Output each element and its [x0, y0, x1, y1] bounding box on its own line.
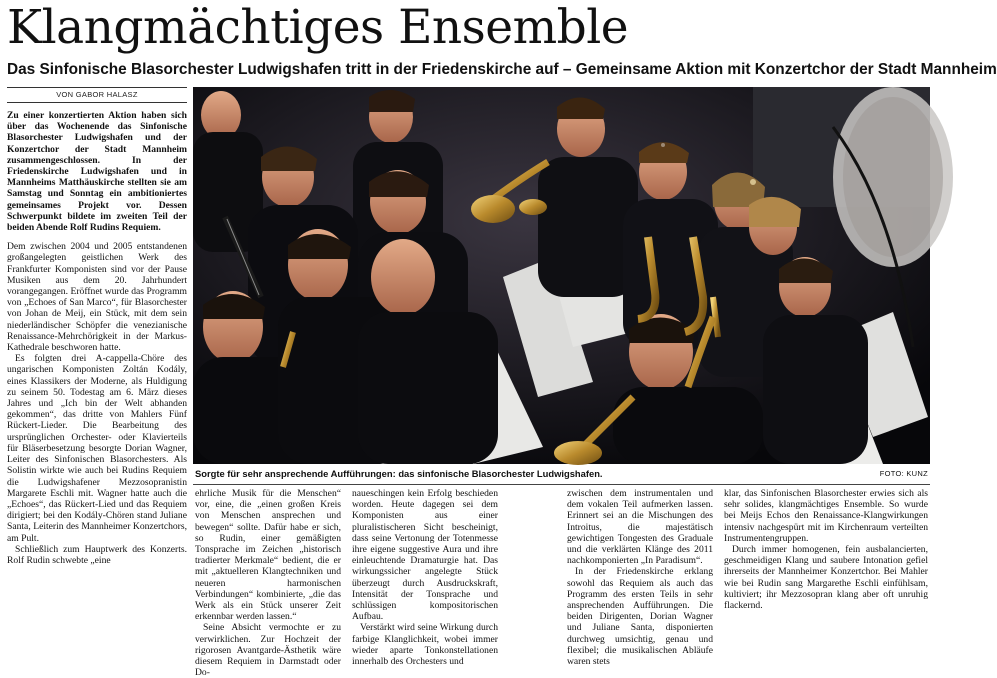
article-column-4: [567, 488, 713, 672]
paragraph: In der Friedenskirche erklang sowohl das Requiem als auch das Programm des ersten Teils in sehr ansprechenden Aufführungen. Die beiden Dirigenten, Dorian Wagner und Juliane Santa, disponierten durchweg umsichtig, genau und flexibel; die musikalischen Abläufe waren stets: [567, 566, 713, 668]
paragraph: Dem zwischen 2004 und 2005 entstandenen großangelegten geistlichen Werk des Frankfurter Komponisten sind vor der Pause Musiken aus dem 20. Jahrhundert vorangegangen. Eröffnet wurde das Programm von „Echoes of San Marco“, für Blasorchester von Johan de Meij, ein Stück, mit dem sein niederländischer Schöpfer die venezianische Renaissance-Mehrchörigkeit in der Markus-Kathedrale beschworen hatte.: [7, 241, 187, 354]
paragraph: Es folgten drei A-cappella-Chöre des ungarischen Komponisten Zoltán Kodály, eines Klassikers der Moderne, als Huldigung zu seinem 50. Todestag am 6. März dieses Jahres und „Ich bin der Welt abhanden gekommen“, das dritte von Mahlers Fünf Rückert-Lieder. Die Bearbeitung des ursprünglichen Orchester- oder Klavierteils für Bläserbesetzung besorgte Dorian Wagner, Leiter des Sinfonischen Blasorchesters. Als Solistin wirkte wie auch bei Rudins Requiem die Ludwigshafener Mezzosopranistin Margarete Eschli mit. Wagner hatte auch die „Echoes“, das Rückert-Lied und das Requiem dirigiert; bei den Kodály-Chören stand Juliane Santa, Leiterin des Mannheimer Konzertchors, am Pult.: [7, 353, 187, 544]
paragraph: klar, das Sinfonischen Blasorchester erwies sich als sehr solides, klangmächtiges Ensemble. So wurde bei Meijs Echos den Renaissance-Klangwirkungen intensiv nachgespürt mit im Kirchenraum verteilten Instrumentengruppen.: [724, 488, 928, 544]
paragraph: naueschingen kein Erfolg beschieden worden. Heute dagegen sei dem Komponisten aus einer pluralistischeren Sicht bescheinigt, dass seine Vertonung der Totenmesse ihre eigene suggestive Aura und ihre einleuchtende Dramaturgie hat. Das wirkungssicher angelegte Stück überzeugt durch Ausdruckskraft, Intensität der Tonsprache und schlüssigen kompositorischen Aufbau.: [352, 488, 498, 623]
photo-caption: Sorgte für sehr ansprechende Aufführungen: das sinfonische Blasorchester Ludwigshafen.: [195, 468, 603, 479]
article-column-5: [724, 488, 928, 672]
article-column-2: [195, 488, 341, 678]
byline: VON GABOR HALASZ: [56, 90, 138, 99]
paragraph: ehrliche Musik für die Menschen“ vor, eine, die „einen großen Kreis von Menschen ansprechen und bewegen“ sollte. Dafür habe er sich, so Rudin, einer gemäßigten Tonsprache im Zeichen „historisch tradierter Merkmale“ bedient, die er mit „aktuelleren Klangtechniken und neueren harmonischen Verbindungen“ kombinierte, „die das Werk als ein Stück unserer Zeit erkennbar werden lassen.“: [195, 488, 341, 623]
orchestra-photo-illustration: [193, 87, 930, 464]
photo-credit: FOTO: KUNZ: [879, 469, 928, 478]
paragraph: Verstärkt wird seine Wirkung durch farbige Klanglichkeit, wobei immer wieder aparte Tonkonstellationen innerhalb des Orchesters und: [352, 622, 498, 668]
headline: Klangmächtiges Ensemble: [7, 0, 629, 55]
article-column-1: [7, 110, 187, 672]
byline-bottom-rule: [7, 102, 187, 103]
paragraph: zwischen dem instrumentalen und dem vokalen Teil aufmerken lassen. Erinnert sei an die Mischungen des Introitus, die majestätisch gewichtigen Tongesten des Graduale und die verklärten Klänge des 2011 nachkomponierten „In Paradisum“.: [567, 488, 713, 567]
paragraph: Durch immer homogenen, fein ausbalancierten, geschmeidigen Klang und saubere Intonation gefiel ihrerseits der Mannheimer Konzertchor. Bei Mahler wie bei Rudin sang Margarethe Eschli einfühlsam, kultiviert; ihr Mezzosopran klang aber oft unruhig flackernd.: [724, 544, 928, 612]
orchestra-photo: [193, 87, 930, 464]
photo-caption-bar: [193, 466, 930, 482]
paragraph: Schließlich zum Hauptwerk des Konzerts. Rolf Rudin schwebte „eine: [7, 543, 187, 566]
lead-paragraph: Zu einer konzertierten Aktion haben sich über das Wochenende das Sinfonische Blasorchester Ludwigshafen und der Konzertchor der Stadt Mannheim zusammengeschlossen. In der Friedenskirche Ludwigshafen und in Mannheims Matthäuskirche stellten sie am Samstag und Sonntag ein ambitioniertes gemeinsames Projekt vor. Dessen Schwerpunkt bildete im zweiten Teil der beiden Abende Rolf Rudins Requiem.: [7, 110, 187, 234]
caption-rule: [193, 484, 930, 485]
article-column-3: [352, 488, 498, 672]
byline-block: [7, 87, 187, 103]
paragraph: Seine Absicht vermochte er zu verwirklichen. Zur Hochzeit der rigorosen Avantgarde-Ästhetik wäre diesem Requiem in Darmstadt oder Do-: [195, 622, 341, 678]
subheadline: Das Sinfonische Blasorchester Ludwigshafen tritt in der Friedenskirche auf – Gemeinsame Aktion mit Konzertchor der Stadt Mannheim: [7, 61, 997, 78]
